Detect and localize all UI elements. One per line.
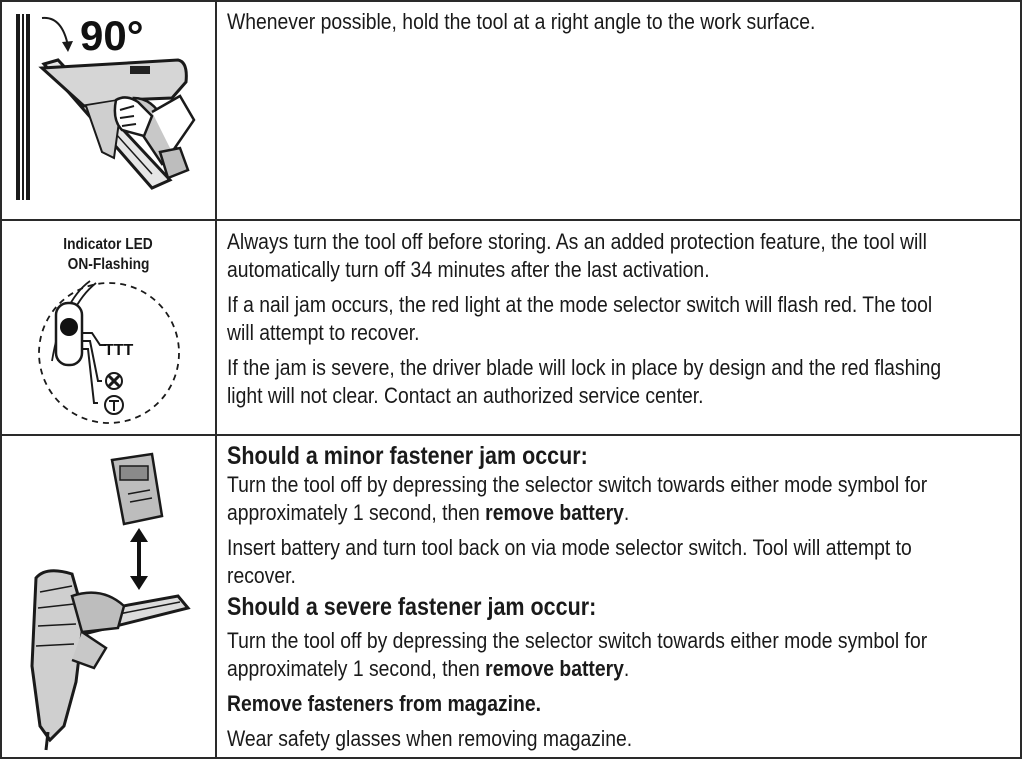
- minor-jam-step2-line1: Insert battery and turn tool back on via mode selector switch. Tool will attempt to: [227, 535, 912, 560]
- severe-jam-step1-line2: approximately 1 second, then remove battery.: [227, 656, 630, 681]
- nail-jam-instruction-line2: will attempt to recover.: [227, 320, 420, 345]
- remove-battery-emphasis: remove battery: [485, 500, 624, 525]
- minor-jam-heading: Should a minor fastener jam occur:: [227, 442, 588, 470]
- battery-removal-illustration: [2, 436, 215, 757]
- indicator-led-illustration: [2, 221, 215, 434]
- nailer-at-90-degrees-image: [2, 2, 215, 219]
- right-angle-instruction: Whenever possible, hold the tool at a right angle to the work surface.: [227, 9, 816, 34]
- storage-instruction-line1: Always turn the tool off before storing. As an added protection feature, the tool will: [227, 229, 927, 254]
- nailer-and-battery-image: [2, 436, 215, 757]
- led-indicator-icon: [60, 318, 78, 336]
- severe-jam-instruction-line1: If the jam is severe, the driver blade will lock in place by design and the red flashing: [227, 355, 942, 380]
- row2-text: [227, 228, 1007, 410]
- severe-jam-instruction-line2: light will not clear. Contact an authorized service center.: [227, 383, 704, 408]
- nail-jam-instruction-line1: If a nail jam occurs, the red light at the mode selector switch will flash red. The tool: [227, 292, 933, 317]
- severe-jam-step1-line1: Turn the tool off by depressing the selector switch towards either mode symbol for: [227, 628, 928, 653]
- minor-jam-step1-line2: approximately 1 second, then remove battery.: [227, 500, 630, 525]
- indicator-led-caption: Indicator LED: [63, 236, 154, 253]
- remove-battery-emphasis: remove battery: [485, 656, 624, 681]
- column-divider: [215, 0, 217, 759]
- angle-label: 90°: [80, 12, 144, 59]
- right-angle-illustration: [2, 2, 215, 219]
- row1-text: [227, 8, 1007, 36]
- minor-jam-step1-line1: Turn the tool off by depressing the selector switch towards either mode symbol for: [227, 472, 928, 497]
- storage-instruction-line2: automatically turn off 34 minutes after the last activation.: [227, 257, 710, 282]
- remove-fasteners-instruction: Remove fasteners from magazine.: [227, 691, 542, 716]
- svg-text:TTT: TTT: [104, 342, 134, 359]
- safety-glasses-instruction: Wear safety glasses when removing magazine.: [227, 726, 633, 751]
- severe-jam-heading: Should a severe fastener jam occur:: [227, 593, 597, 621]
- row3-text: [227, 441, 1007, 753]
- minor-jam-step2-line2: recover.: [227, 563, 296, 588]
- mode-selector-switch-image: [2, 221, 215, 434]
- on-flashing-caption: ON-Flashing: [67, 256, 150, 273]
